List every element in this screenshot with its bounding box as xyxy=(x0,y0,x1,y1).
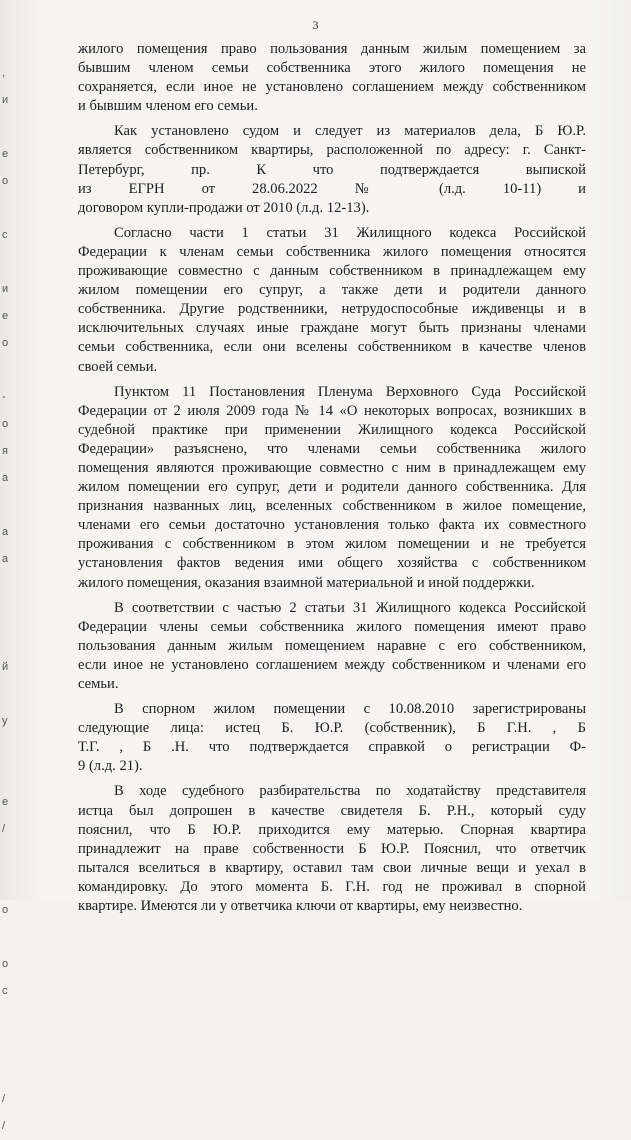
paragraph-line: исключительных случаях иные граждане могут быть признаны членами xyxy=(78,320,586,337)
margin-mark xyxy=(2,627,16,654)
paragraph xyxy=(78,40,586,116)
margin-mark: я xyxy=(2,445,8,457)
paragraph-line: 9 (л.д. 21). xyxy=(78,758,143,775)
margin-mark: с xyxy=(2,985,8,997)
paragraph-line: Федерации от 2 июля 2009 года № 14 «О некоторых вопросах, возникших в xyxy=(78,402,586,419)
paragraph-line: членами его семьи достаточно установления только факта их совместного xyxy=(78,517,586,534)
paragraph-line: договором купли-продажи от 2010 (л.д. 12-13). xyxy=(78,199,370,216)
paragraph-line: проживающие совместно с данным собственником в принадлежащем ему xyxy=(78,263,586,280)
paragraph-line: из ЕГРН от 28.06.2022 № (л.д. 10-11) и xyxy=(78,180,586,197)
margin-mark xyxy=(2,681,16,708)
paragraph xyxy=(78,383,586,593)
paragraph-line: собственника. Другие родственники, нетрудоспособные иждивенцы и в xyxy=(78,301,586,318)
paragraph-line: пользования данным жилым помещением наравне с его собственником, xyxy=(78,637,586,654)
margin-mark: / xyxy=(2,823,6,835)
margin-mark xyxy=(2,357,16,384)
margin-mark: е xyxy=(2,796,9,808)
margin-mark: е xyxy=(2,148,9,160)
margin-mark: о xyxy=(2,175,9,187)
margin-mark: о xyxy=(2,337,9,349)
paragraph-line: сохраняется, если иное не установлено соглашением между собственником xyxy=(78,79,586,96)
paragraph-line: В спорном жилом помещении с 10.08.2010 зарегистрированы xyxy=(114,701,586,718)
margin-mark: и xyxy=(2,94,9,106)
paragraph-line: принадлежит на праве собственности Б Ю.Р. Пояснил, что ответчик xyxy=(78,840,586,857)
paragraph-line: В соответствии с частью 2 статьи 31 Жилищного кодекса Российской xyxy=(114,599,586,616)
paragraph-line: командировку. До этого момента Б. Г.Н. год не проживал в спорной xyxy=(78,878,586,895)
paragraph-line: признания названных лиц, вселенных собственником в жилое помещение, xyxy=(78,498,586,515)
margin-mark xyxy=(2,870,16,897)
paragraph-line: истца был допрошен в качестве свидетеля Б. Р.Н., который суду xyxy=(78,802,586,819)
paragraph-line: жилого помещения право пользования данным жилым помещением за xyxy=(78,41,586,57)
paragraph-line: В ходе судебного разбирательства по ходатайству представителя xyxy=(114,783,586,800)
margin-mark xyxy=(2,195,16,222)
paragraph-line: Пунктом 11 Постановления Пленума Верховного Суда Российской xyxy=(114,383,586,400)
paragraph-line: Федерации к членам семьи собственника жилого помещения относятся xyxy=(78,243,586,260)
paragraph-line: семьи собственника, если они вселены собственником в качестве членов xyxy=(78,339,586,356)
paragraph-line: своей семьи. xyxy=(78,358,158,375)
document-body xyxy=(78,40,586,922)
paragraph-line: судебной практике при применении Жилищного кодекса Российской xyxy=(78,421,586,438)
margin-mark xyxy=(2,249,16,276)
paragraph xyxy=(78,599,586,694)
margin-mark xyxy=(2,1032,16,1059)
paragraph-line: и бывшим членом его семьи. xyxy=(78,98,258,115)
paragraph xyxy=(78,700,586,776)
margin-mark: а xyxy=(2,553,9,565)
paragraph-line: помещения являются проживающие совместно с ним в принадлежащем ему xyxy=(78,459,586,476)
margin-mark: с xyxy=(2,229,8,241)
margin-mark: у xyxy=(2,715,8,727)
margin-mark: , xyxy=(2,67,6,79)
paragraph-line: Петербург, пр. К что подтверждается выпиской xyxy=(78,161,586,178)
margin-mark: о xyxy=(2,904,9,916)
paragraph-line: Т.Г. , Б .Н. что подтверждается справкой о регистрации Ф- xyxy=(78,739,586,756)
paragraph-line: следующие лица: истец Б. Ю.Р. (собственник), Б Г.Н. , Б xyxy=(78,720,586,737)
paragraph-line: если иное не установлено соглашением между собственником и членами его xyxy=(78,656,586,673)
paragraph-line: пытался вселиться в квартиру, оставил там свои личные вещи и уехал в xyxy=(78,859,586,876)
margin-mark: о xyxy=(2,958,9,970)
paragraph-line: установления фактов ведения ими общего хозяйства с собственником xyxy=(78,555,586,572)
paragraph-line: является собственником квартиры, расположенной по адресу: г. Санкт- xyxy=(78,142,586,159)
margin-mark: - xyxy=(2,391,6,403)
paragraph-line: семьи. xyxy=(78,676,119,692)
paragraph-line: жилом помещении его супруг, а также дети и родители данного xyxy=(78,282,586,299)
paragraph-line: жилом помещении его супруг, дети и родители данного собственника. Для xyxy=(78,479,586,496)
paragraph-line: Согласно части 1 статьи 31 Жилищного кодекса Российской xyxy=(114,224,586,241)
margin-mark: о xyxy=(2,418,9,430)
paragraph xyxy=(78,782,586,916)
margin-mark: а xyxy=(2,472,9,484)
margin-mark xyxy=(2,924,16,951)
paragraph xyxy=(78,122,586,217)
paragraph-line: Федерации члены семьи собственника жилого помещения имеют право xyxy=(78,618,586,635)
margin-mark: е xyxy=(2,310,9,322)
margin-mark xyxy=(2,114,16,141)
margin-mark xyxy=(2,573,16,600)
paragraph-line: квартире. Имеются ли у ответчика ключи от квартиры, ему неизвестно. xyxy=(78,898,523,915)
paragraph-line: пояснил, что Б Ю.Р. приходится ему матерью. Спорная квартира xyxy=(78,821,586,838)
margin-mark xyxy=(2,600,16,627)
paragraph-line: бывшим членом семьи собственника этого жилого помещения не xyxy=(78,60,586,77)
margin-mark: / xyxy=(2,1093,6,1105)
margin-marks xyxy=(2,60,16,1140)
margin-mark xyxy=(2,1059,16,1086)
margin-mark xyxy=(2,843,16,870)
paragraph-line: Федерации» разъяснено, что членами семьи собственника жилого xyxy=(78,440,586,457)
paragraph-line: Как установлено судом и следует из материалов дела, Б Ю.Р. xyxy=(114,123,586,140)
margin-mark: и xyxy=(2,283,9,295)
margin-mark: а xyxy=(2,526,9,538)
margin-mark xyxy=(2,762,16,789)
paragraph xyxy=(78,224,586,377)
page-number: 3 xyxy=(312,18,319,32)
margin-mark xyxy=(2,735,16,762)
margin-mark xyxy=(2,1005,16,1032)
margin-mark: й xyxy=(2,661,9,673)
paragraph-line: жилого помещения, оказания взаимной материальной и иной поддержки. xyxy=(78,574,535,591)
margin-mark xyxy=(2,492,16,519)
paragraph-line: проживания с собственником в этом жилом помещении и не требуется xyxy=(78,536,586,553)
margin-mark: / xyxy=(2,1120,6,1132)
